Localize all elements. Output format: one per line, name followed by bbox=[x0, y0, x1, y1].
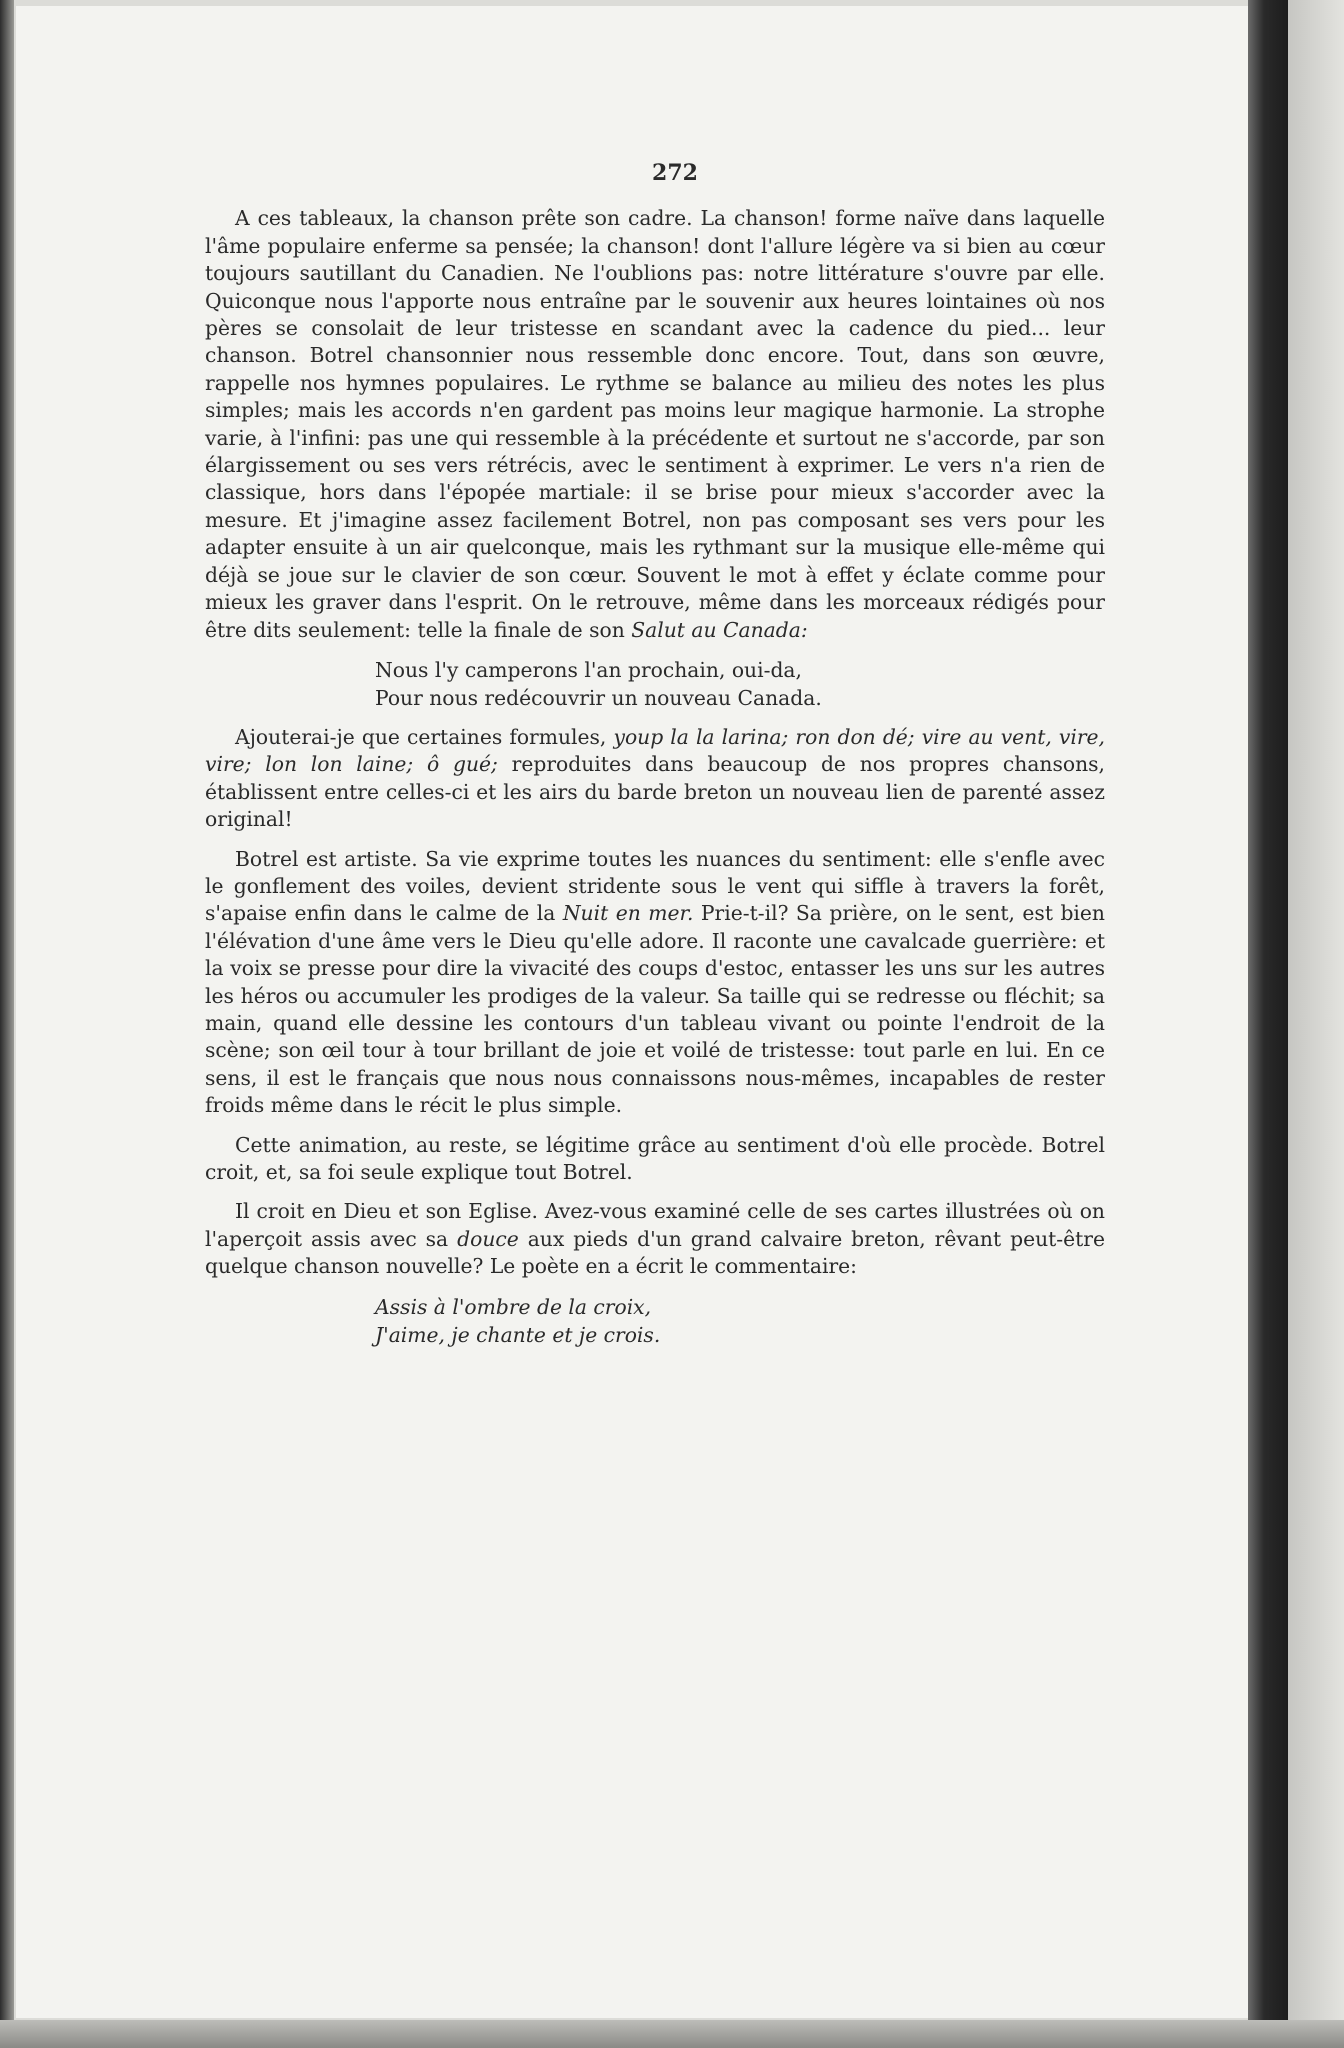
page-text bbox=[205, 160, 1105, 1361]
paragraph-5-start: Il croit en Dieu et son Eglise. Avez-vous examiné celle de ses cartes illustrées où on l'aperçoit assis avec sa bbox=[205, 1199, 1105, 1251]
paragraph-2-start: Ajouterai-je que certaines formules, bbox=[235, 724, 607, 749]
paragraph-3-start: Botrel est artiste. Sa vie exprime toutes les nuances du sentiment: elle s'enfle avec le gonflement des voiles, devient stridente sous le vent qui siffle à travers la forêt, s'apaise enfin dans le calme de la bbox=[205, 846, 1105, 926]
paragraph-3 bbox=[205, 846, 1105, 1120]
paragraph-2 bbox=[205, 724, 1105, 834]
paragraph-1-title: Salut au Canada: bbox=[631, 617, 808, 642]
book-binding-shadow bbox=[1248, 0, 1288, 2048]
scan-right-margin bbox=[1288, 0, 1344, 2048]
verse-quote-2 bbox=[375, 1293, 1105, 1349]
scan-bottom-edge bbox=[0, 2020, 1344, 2048]
scan-left-edge bbox=[0, 0, 14, 2048]
paragraph-5-end: aux pieds d'un grand calvaire breton, rêvant peut-être quelque chanson nouvelle? Le poète en a écrit le commentaire: bbox=[205, 1226, 1106, 1279]
paragraph-4: Cette animation, au reste, se légitime grâce au sentiment d'où elle procède. Botrel croit, et, sa foi seule explique tout Botrel. bbox=[205, 1132, 1105, 1184]
paragraph-2-end: reproduites dans beaucoup de nos propres chansons, établissent entre celles-ci et les airs du barde breton un nouveau lien de parenté assez original! bbox=[205, 752, 1106, 832]
paragraph-1 bbox=[205, 205, 1105, 644]
paragraph-1-text: A ces tableaux, la chanson prête son cadre. La chanson! forme naïve dans laquelle l'âme populaire enferme sa pensée; la chanson! dont l'allure légère va si bien au cœur toujours sautillant du Canadien. Ne l'oublions pas: notre littérature s'ouvre par elle. Quiconque nous l'apporte nous entraîne par le souvenir aux heures lointaines où nos pères se consolait de leur tristesse en scandant avec la cadence du pied... leur chanson. Botrel chansonnier nous ressemble donc encore. Tout, dans son œuvre, rappelle nos hymnes populaires. Le rythme se balance au milieu des notes les plus simples; mais les accords n'en gardent pas moins leur magique harmonie. La strophe varie, à l'infini: pas une qui ressemble à la précédente et surtout ne s'accorde, par son élargissement ou ses vers rétrécis, avec le sentiment à exprimer. Le vers n'a rien de classique, hors dans l'épopée martiale: il se brise pour mieux s'accorder avec la mesure. Et j'imagine assez facilement Botrel, non pas composant ses vers pour les adapter ensuite à un air quelconque, mais les rythmant sur la musique elle-même qui déjà se joue sur le clavier de son cœur. Souvent le mot à effet y éclate comme pour mieux les graver dans l'esprit. On le retrouve, même dans les morceaux rédigés pour être dits seulement: telle la finale de son bbox=[205, 206, 1105, 642]
verse-quote-1 bbox=[375, 656, 1105, 712]
paragraph-3-title: Nuit en mer. bbox=[562, 901, 694, 926]
verse-2-line-2: J'aime, je chante et je crois. bbox=[375, 1322, 661, 1347]
verse-1-line-1: Nous l'y camperons l'an prochain, oui-da, bbox=[375, 657, 802, 682]
paragraph-5 bbox=[205, 1198, 1105, 1280]
verse-2-line-1: Assis à l'ombre de la croix, bbox=[375, 1294, 652, 1319]
page-number: 272 bbox=[652, 160, 698, 186]
paragraph-5-italic: douce bbox=[457, 1226, 519, 1251]
paragraph-3-end: Prie-t-il? Sa prière, on le sent, est bien l'élévation d'une âme vers le Dieu qu'elle adore. Il raconte une cavalcade guerrière: et la voix se presse pour dire la vivacité des coups d'estoc, entasser les uns sur les autres les héros ou accumuler les prodiges de la valeur. Sa taille qui se redresse ou fléchit; sa main, quand elle dessine les contours d'un tableau vivant ou pointe l'endroit de la scène; son œil tour à tour brillant de joie et voilé de tristesse: tout parle en lui. En ce sens, il est le français que nous nous connaissons nous-mêmes, incapables de rester froids même dans le récit le plus simple. bbox=[205, 901, 1105, 1118]
verse-1-line-2: Pour nous redécouvrir un nouveau Canada. bbox=[375, 685, 822, 710]
paragraph-2-formulas: youp la la larina; ron don dé; vire au vent, vire, vire; lon lon laine; ô gué; bbox=[205, 724, 1105, 777]
